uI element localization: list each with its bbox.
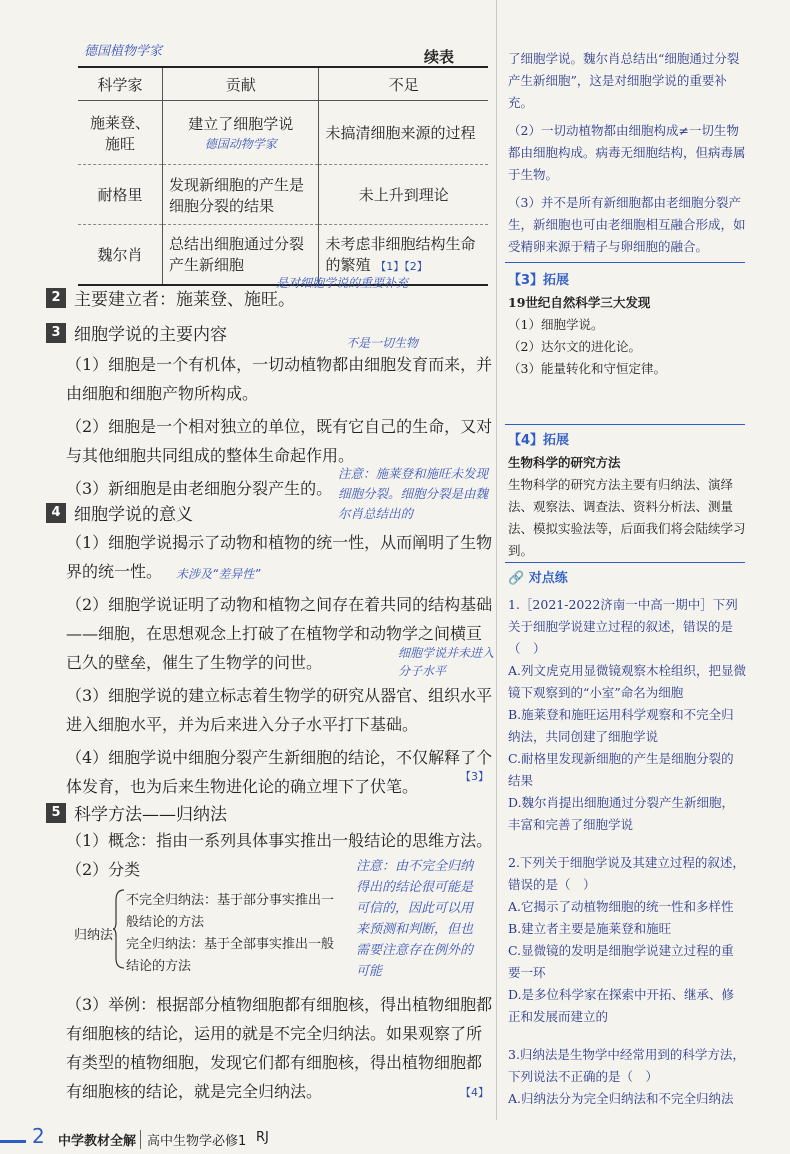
section-number: 3 <box>46 323 66 343</box>
footer-accent <box>0 1140 26 1143</box>
box-item: （3）能量转化和守恒定律。 <box>508 361 666 376</box>
contribution-text: 建立了细胞学说 <box>188 115 294 133</box>
reference-marker: 【1】【2】 <box>375 260 428 274</box>
question-option: C.耐格里发现新细胞的产生是细胞分裂的结果 <box>508 751 734 788</box>
section-title: 细胞学说的意义 <box>74 505 193 525</box>
table-header: 贡献 <box>163 67 319 101</box>
paragraph: （1）概念：指由一系列具体事实推出一般结论的思维方法。 <box>66 831 493 850</box>
right-notes <box>508 48 746 258</box>
induction-root-label: 归纳法 <box>74 928 114 943</box>
section-2-heading <box>46 285 295 310</box>
book-title: 中学教材全解 <box>58 1134 137 1149</box>
paragraph: （3）新细胞是由老细胞分裂产生的。 <box>66 479 333 498</box>
practice-section <box>508 568 746 1110</box>
paragraph: （1）细胞学说揭示了动物和植物的统一性，从而阐明了生物界的统一性。 <box>66 533 493 581</box>
extension-box-3 <box>508 270 746 380</box>
paragraph: （3）细胞学说的建立标志着生物学的研究从器官、组织水平进入细胞水平，并为后来进入分子水平打下基础。 <box>66 686 493 734</box>
section-3-heading <box>46 320 227 345</box>
table-row <box>78 165 488 225</box>
question-option: B.建立者主要是施莱登和施旺 <box>508 921 672 936</box>
question-option: A.它揭示了动植物细胞的统一性和多样性 <box>508 899 734 914</box>
scientist-name: 耐格里 <box>78 165 163 225</box>
reference-marker: 【3】 <box>460 770 489 783</box>
section-5-heading <box>46 800 227 825</box>
contribution-cell: 总结出细胞通过分裂产生新细胞 <box>163 225 319 285</box>
shortcoming-text: 未考虑非细胞结构生命的繁殖 <box>325 235 476 275</box>
handwritten-note-molecular: 细胞学说并未进入分子水平 <box>398 646 495 678</box>
note-paragraph: （2）一切动植物都由细胞构成≠一切生物都由细胞构成。病毒无细胞结构，但病毒属于生物。 <box>508 123 746 182</box>
divider <box>505 262 745 263</box>
brace-icon <box>112 888 126 970</box>
section-title: 科学方法——归纳法 <box>74 805 227 825</box>
table-continued-label: 续表 <box>424 48 455 66</box>
box-item: （2）达尔文的进化论。 <box>508 339 641 354</box>
question: 2.下列关于细胞学说及其建立过程的叙述，错误的是（ ） <box>508 855 745 892</box>
box-text: 生物科学的研究方法主要有归纳法、演绎法、观察法、调查法、资料分析法、测量法、模拟实验法等，后面我们将会陆续学习到。 <box>508 477 746 558</box>
subject-label: 高中生物学必修1 <box>140 1130 246 1149</box>
shortcoming-cell: 未搞清细胞来源的过程 <box>319 101 488 165</box>
question-option: A.列文虎克用显微镜观察木栓组织，把显微镜下观察到的“小室”命名为细胞 <box>508 663 747 700</box>
table-header: 不足 <box>319 67 488 101</box>
scientists-table <box>78 66 488 286</box>
paragraph: （2）细胞是一个相对独立的单位，既有它自己的生命，又对与其他细胞共同组成的整体生命起作用。 <box>66 417 493 465</box>
table-header: 科学家 <box>78 67 163 101</box>
induction-branch-incomplete: 不完全归纳法：基于部分事实推出一般结论的方法 <box>126 893 335 930</box>
section-title: 主要建立者：施莱登、施旺。 <box>74 290 295 310</box>
paragraph: （1）细胞是一个有机体，一切动植物都由细胞发育而来，并由细胞和细胞产物所构成。 <box>66 355 493 403</box>
link-icon: 🔗 <box>508 571 525 586</box>
box-heading: 生物科学的研究方法 <box>508 455 621 470</box>
section-number: 2 <box>46 288 66 308</box>
section-5-example <box>66 990 496 1106</box>
reference-marker: 【4】 <box>460 1086 489 1099</box>
section-4-heading <box>46 500 193 525</box>
question: 3.归纳法是生物学中经常用到的科学方法，下列说法不正确的是（ ） <box>508 1047 745 1084</box>
edition-label: RJ <box>256 1130 269 1145</box>
contribution-cell <box>163 101 319 165</box>
question-option: D.魏尔肖提出细胞通过分裂产生新细胞，丰富和完善了细胞学说 <box>508 795 735 832</box>
table-header-row <box>78 67 488 101</box>
box-title: 【4】拓展 <box>508 433 570 448</box>
box-item: （1）细胞学说。 <box>508 317 604 332</box>
paragraph: （3）举例：根据部分植物细胞都有细胞核，得出植物细胞都有细胞核的结论，运用的就是不完全归纳法。如果观察了所有类型的植物细胞，发现它们都有细胞核，得出植物细胞都有细胞核的结论，就是完全归纳法。 <box>66 995 493 1101</box>
page-footer <box>0 1120 790 1154</box>
paragraph: （2）分类 <box>66 860 141 879</box>
question-option: B.施莱登和施旺运用科学观察和不完全归纳法，共同创建了细胞学说 <box>508 707 734 744</box>
contribution-cell: 发现新细胞的产生是细胞分裂的结果 <box>163 165 319 225</box>
handwritten-note-cell-division: 注意：施莱登和施旺未发现细胞分裂。细胞分裂是由魏尔肖总结出的 <box>338 466 489 521</box>
question-option: A.归纳法分为完全归纳法和不完全归纳法 <box>508 1091 734 1106</box>
box-heading: 19世纪自然科学三大发现 <box>508 295 651 310</box>
practice-title-text: 对点练 <box>528 571 568 586</box>
practice-title <box>508 568 746 590</box>
box-title: 【3】拓展 <box>508 273 570 288</box>
handwritten-note-supplement: 是对细胞学说的重要补充 <box>276 276 409 290</box>
paragraph: （4）细胞学说中细胞分裂产生新细胞的结论，不仅解释了个体发育，也为后来生物进化论的确立埋下了伏笔。 <box>66 748 493 796</box>
shortcoming-cell: 未上升到理论 <box>319 165 488 225</box>
extension-box-4 <box>508 430 746 562</box>
divider <box>505 424 745 425</box>
section-number: 5 <box>46 803 66 823</box>
question: 1.［2021-2022济南一中高一期中］下列关于细胞学说建立过程的叙述，错误的是（ ） <box>508 597 738 656</box>
column-divider <box>496 0 497 1120</box>
question-option: D.是多位科学家在探索中开拓、继承、修正和发展而建立的 <box>508 987 735 1024</box>
scientist-name: 施莱登、施旺 <box>78 101 163 165</box>
table-row <box>78 101 488 165</box>
handwritten-note-difference: 未涉及“差异性” <box>176 567 261 581</box>
handwritten-note-german-botanist: 德国植物学家 <box>84 44 163 59</box>
note-paragraph: 了细胞学说。魏尔肖总结出“细胞通过分裂产生新细胞”，这是对细胞学说的重要补充。 <box>508 51 740 110</box>
section-number: 4 <box>46 503 66 523</box>
handwritten-note-induction: 注意：由不完全归纳得出的结论很可能是可信的，因此可以用来预测和判断，但也需要注意存在例外的可能 <box>356 859 474 979</box>
handwritten-note-german-zoologist: 德国动物学家 <box>204 137 277 151</box>
paragraph: （2）细胞学说证明了动物和植物之间存在着共同的结构基础——细胞，在思想观念上打破了在植物学和动物学之间横亘已久的壁垒，催生了生物学的问世。 <box>66 595 493 672</box>
question-option: C.显微镜的发明是细胞学说建立过程的重要一环 <box>508 943 734 980</box>
section-title: 细胞学说的主要内容 <box>74 325 227 345</box>
handwritten-note-not-all-life: 不是一切生物 <box>346 336 419 350</box>
note-paragraph: （3）并不是所有新细胞都由老细胞分裂产生，新细胞也可由老细胞相互融合形成，如受精卵来源于精子与卵细胞的融合。 <box>508 195 746 254</box>
divider <box>505 562 745 563</box>
induction-branch-complete: 完全归纳法：基于全部事实推出一般结论的方法 <box>126 937 335 974</box>
scientist-name: 魏尔肖 <box>78 225 163 285</box>
page-number: 2 <box>32 1124 45 1148</box>
